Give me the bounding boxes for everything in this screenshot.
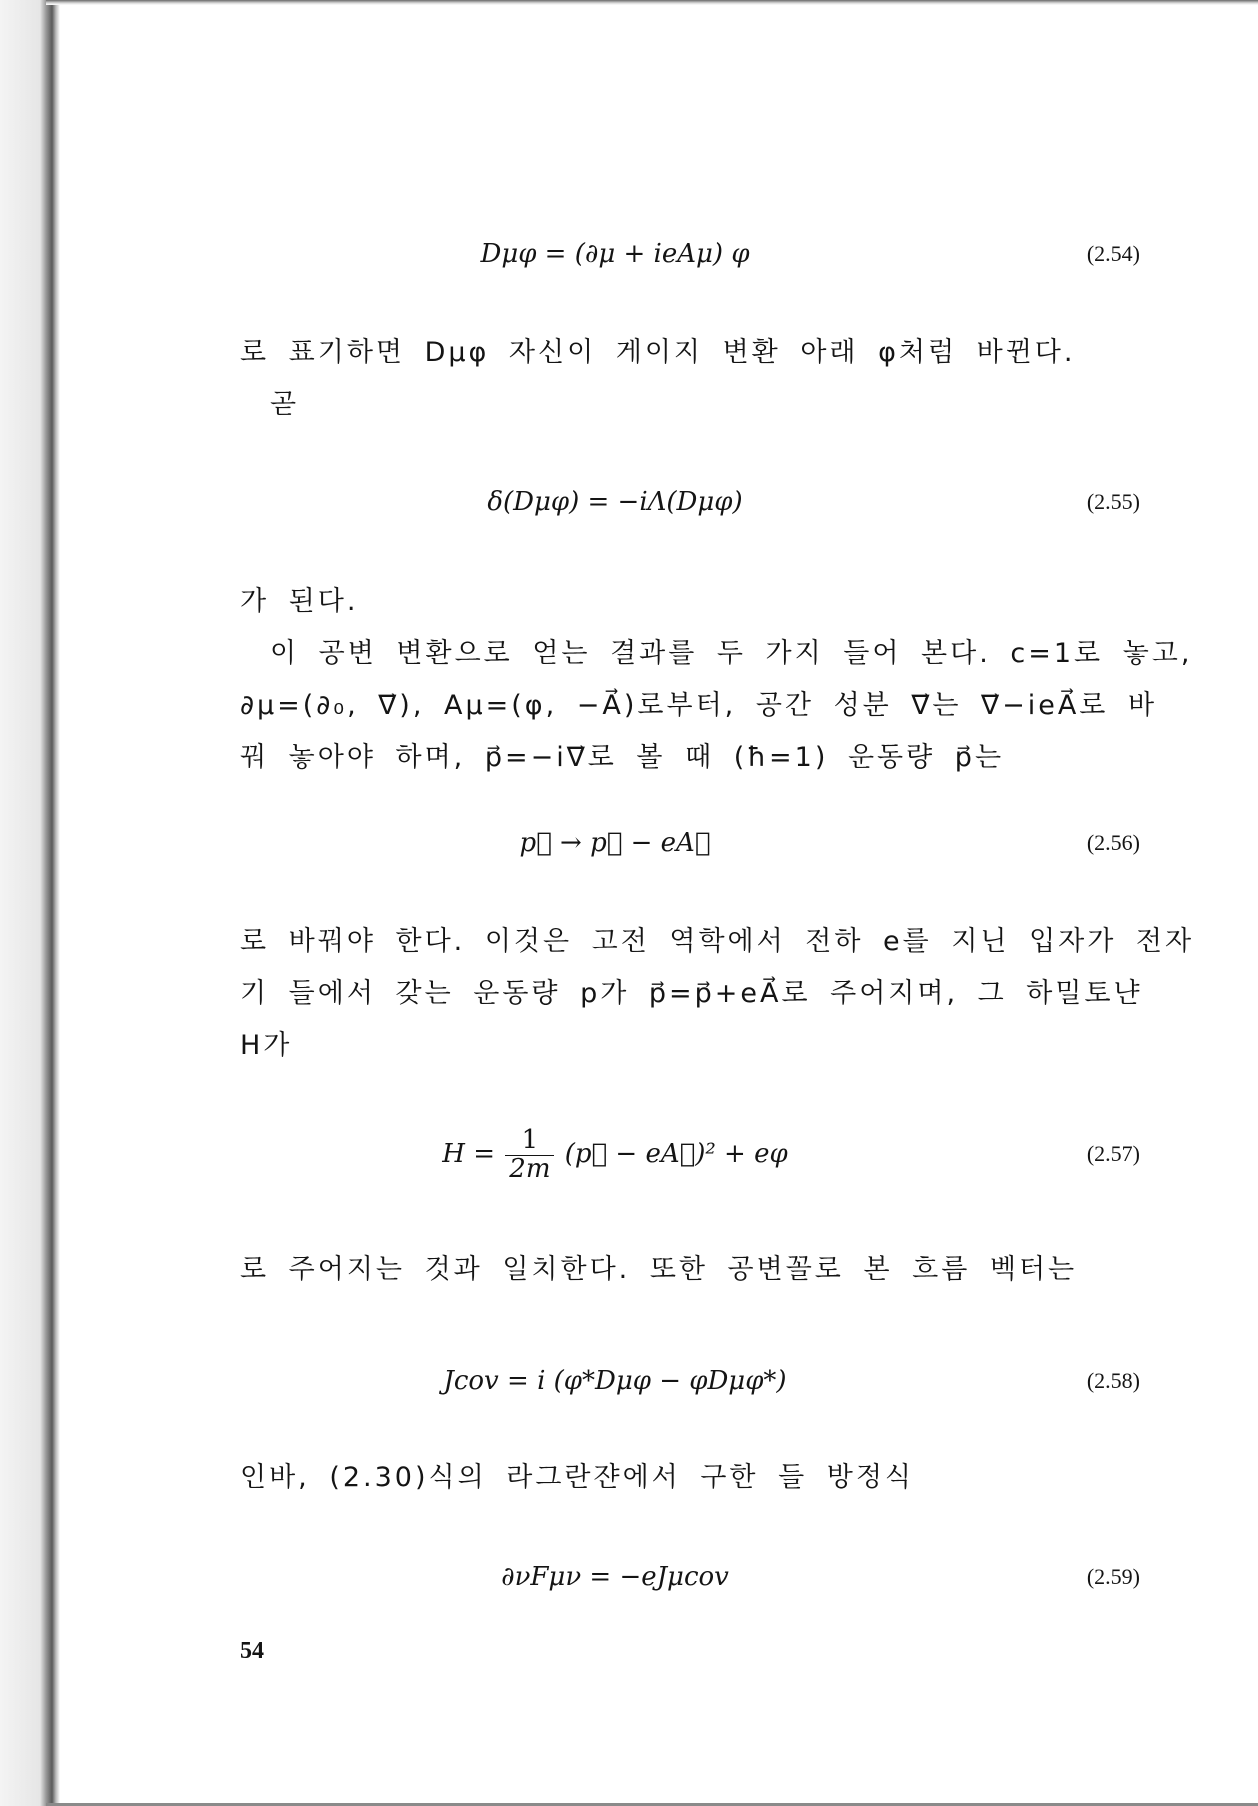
equation-number: (2.54) [1086,241,1140,266]
paragraph-4 [240,1244,1100,1296]
equation-number: (2.58) [1086,1368,1140,1393]
equation-2-59 [240,1549,1140,1605]
equation-rhs: (p⃗ − eA⃗)² + eφ [564,1139,788,1169]
equation-2-54 [240,226,1140,282]
text-line: 가 된다. [240,586,359,617]
equation-body: δ(Dμφ) = −iΛ(Dμφ) [487,487,743,517]
equation-2-55 [240,474,1140,530]
equation-body: p⃗ → p⃗ − eA⃗ [519,828,711,858]
text-line: 로 바꿔야 한다. 이것은 고전 역학에서 전하 e를 지닌 입자가 전자 [240,926,1195,957]
equation-number: (2.56) [1086,830,1140,855]
page-top-edge [46,0,1258,5]
fraction [505,1127,554,1183]
equation-number: (2.59) [1086,1564,1140,1589]
text-line: 로 표기하면 Dμφ 자신이 게이지 변환 아래 φ처럼 바뀐다. [240,337,1076,368]
text-line: ∂μ=(∂₀, ∇⃗), Aμ=(φ, −A⃗)로부터, 공간 성분 ∇⃗는 ∇⃗−ieA⃗로 바 [240,690,1158,721]
text-line: 기 들에서 갖는 운동량 p가 p⃗=p⃗+eA⃗로 주어지며, 그 하밀토냔 [240,978,1143,1009]
equation-body [240,1122,990,1186]
equation-2-56 [240,815,1140,871]
equation-lhs: H = [442,1139,496,1169]
fraction-numerator: 1 [505,1127,554,1155]
paragraph-2 [240,576,1193,784]
paragraph-3 [240,916,1195,1072]
text-line: 인바, (2.30)식의 라그란쟌에서 구한 들 방정식 [240,1462,914,1493]
equation-number: (2.55) [1086,489,1140,514]
page-number: 54 [240,1638,264,1664]
text-line: 꿔 놓아야 하며, p⃗=−i∇⃗로 볼 때 (ħ=1) 운동량 p⃗는 [240,742,1005,773]
book-spine-shadow [0,0,60,1806]
text-line: 곧 [270,389,300,420]
equation-2-57 [240,1122,1140,1186]
equation-2-58 [240,1353,1140,1409]
paragraph-5 [240,1452,1100,1504]
text-line: H가 [240,1030,293,1061]
text-line: 로 주어지는 것과 일치한다. 또한 공변꼴로 본 흐름 벡터는 [240,1254,1078,1285]
paragraph-1 [240,327,1100,431]
fraction-denominator: 2m [509,1153,551,1184]
text-line: 이 공변 변환으로 얻는 결과를 두 가지 들어 본다. c=1로 놓고, [270,638,1193,669]
equation-body: ∂νFμν = −eJμcov [501,1562,729,1592]
equation-number: (2.57) [1086,1141,1140,1166]
equation-body: Dμφ = (∂μ + ieAμ) φ [480,239,750,269]
equation-body: Jcov = i (φ*Dμφ − φDμφ*) [443,1366,787,1396]
